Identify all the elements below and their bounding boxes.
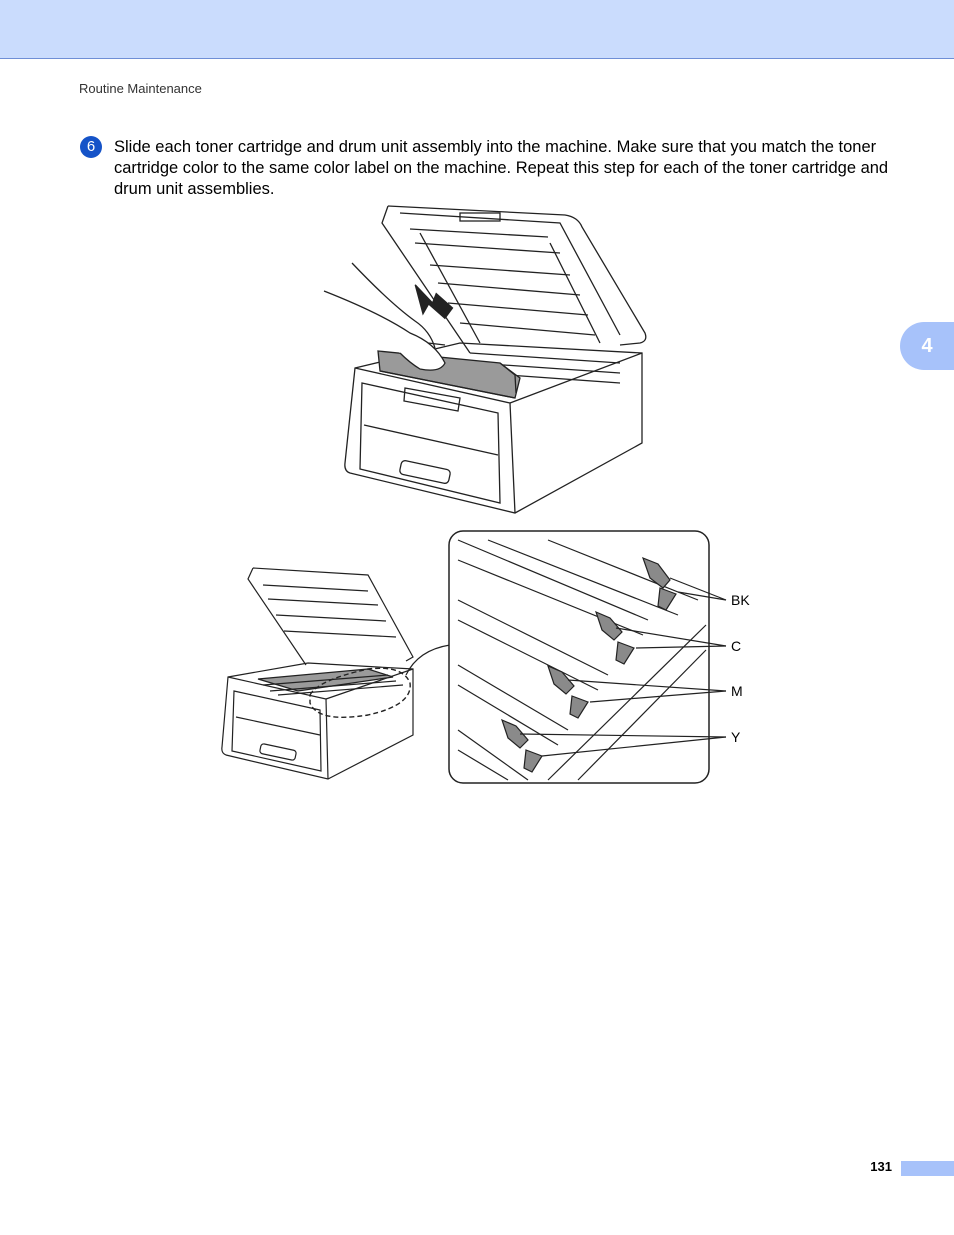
detail-frame	[449, 531, 709, 783]
chapter-tab[interactable]	[900, 322, 954, 370]
printer-overview-illustration	[218, 565, 450, 785]
section-header: Routine Maintenance	[79, 81, 202, 96]
printer-insert-illustration	[320, 203, 650, 518]
label-bk: BK	[731, 592, 750, 608]
step-text: Slide each toner cartridge and drum unit assembly into the machine. Make sure that you match the toner cartridge color to the same color label on the machine. Repeat this step for each of the toner cartridge and drum unit assemblies.	[114, 138, 889, 198]
footer-bar	[901, 1161, 954, 1176]
label-c: C	[731, 638, 742, 654]
chapter-number: 4	[921, 334, 933, 357]
label-y: Y	[731, 729, 741, 745]
step-number-badge: 6	[80, 136, 102, 158]
top-header-band	[0, 0, 954, 59]
page-number: 131	[870, 1159, 892, 1174]
cartridge-color-detail	[448, 530, 758, 786]
label-m: M	[731, 683, 743, 699]
